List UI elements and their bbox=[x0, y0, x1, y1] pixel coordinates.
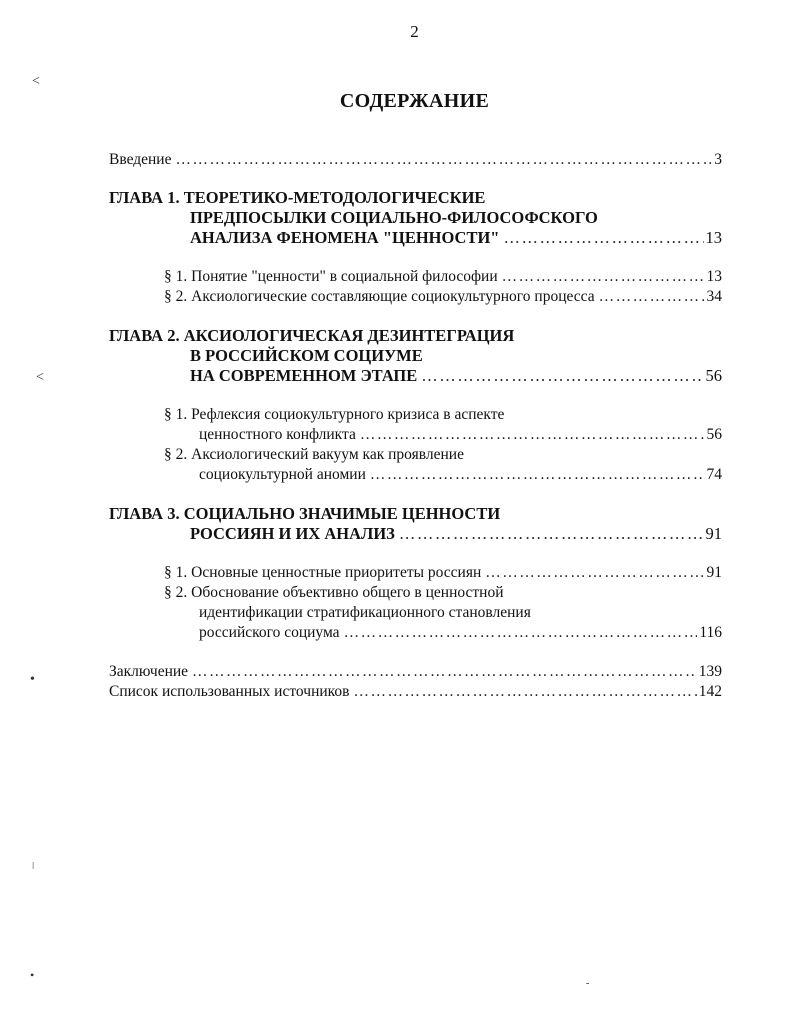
chapter-heading-last-line bbox=[109, 228, 722, 248]
dot-leader bbox=[370, 465, 705, 485]
toc-entry-page: 56 bbox=[706, 426, 722, 443]
chapter-heading-last-line bbox=[109, 524, 722, 544]
toc-section-entry bbox=[164, 563, 722, 583]
dot-leader bbox=[485, 563, 704, 583]
toc-entry-page: 116 bbox=[699, 624, 722, 641]
scan-speck: • bbox=[30, 672, 35, 687]
toc-section-entry bbox=[164, 287, 722, 307]
section-line: § 2. Аксиологические составляющие социокультурного процесса bbox=[164, 288, 595, 305]
toc-chapter-2-sections bbox=[109, 405, 722, 485]
scan-speck: ǀ bbox=[32, 860, 35, 872]
toc-entry-label: Список использованных источников bbox=[109, 683, 350, 700]
page-title: СОДЕРЖАНИЕ bbox=[339, 90, 490, 112]
toc-entry-page: 91 bbox=[706, 564, 722, 581]
dot-leader bbox=[175, 150, 712, 170]
dot-leader bbox=[502, 267, 705, 287]
toc-entry-page: 74 bbox=[706, 466, 722, 483]
chapter-heading-line: ГЛАВА 1. ТЕОРЕТИКО-МЕТОДОЛОГИЧЕСКИЕ bbox=[109, 188, 486, 207]
toc-section-entry bbox=[164, 465, 722, 485]
section-line: § 2. Аксиологический вакуум как проявление bbox=[164, 446, 464, 463]
toc-entry-label: Введение bbox=[109, 151, 172, 168]
section-line: § 1. Рефлексия социокультурного кризиса в аспекте bbox=[164, 406, 505, 423]
toc-entry-page: 142 bbox=[698, 683, 722, 700]
toc-chapter-3 bbox=[109, 504, 722, 544]
section-line: российского социума bbox=[199, 624, 340, 641]
toc-entry-page: 13 bbox=[705, 228, 722, 247]
chapter-heading-last-line bbox=[109, 366, 722, 386]
toc-chapter-1 bbox=[109, 188, 722, 248]
toc-entry-conclusion bbox=[109, 662, 722, 682]
chapter-heading-line: АНАЛИЗА ФЕНОМЕНА "ЦЕННОСТИ" bbox=[190, 228, 500, 247]
section-line: ценностного конфликта bbox=[199, 426, 356, 443]
toc-entry-page: 139 bbox=[698, 663, 722, 680]
table-of-contents bbox=[109, 150, 722, 702]
toc-entry-sources bbox=[109, 682, 722, 702]
chapter-heading-line: НА СОВРЕМЕННОМ ЭТАПЕ bbox=[190, 366, 418, 385]
toc-entry-page: 34 bbox=[706, 288, 722, 305]
toc-entry-page: 3 bbox=[714, 151, 722, 168]
section-line: § 1. Понятие "ценности" в социальной философии bbox=[164, 268, 498, 285]
dot-leader bbox=[421, 366, 703, 386]
dot-leader bbox=[503, 228, 703, 248]
dot-leader bbox=[353, 682, 696, 702]
scan-speck: - bbox=[586, 978, 590, 989]
dot-leader bbox=[360, 425, 705, 445]
page-number: 2 bbox=[410, 22, 419, 41]
dot-leader bbox=[599, 287, 705, 307]
toc-entry-label: Заключение bbox=[109, 663, 189, 680]
scan-speck: ˂ bbox=[32, 74, 40, 89]
toc-section-entry bbox=[164, 267, 722, 287]
toc-section-entry bbox=[164, 623, 722, 643]
section-line: § 1. Основные ценностные приоритеты россиян bbox=[164, 564, 482, 581]
section-line: идентификации стратификационного становления bbox=[199, 604, 531, 621]
chapter-heading-line: РОССИЯН И ИХ АНАЛИЗ bbox=[190, 524, 395, 543]
chapter-heading-line: ПРЕДПОСЫЛКИ СОЦИАЛЬНО-ФИЛОСОФСКОГО bbox=[190, 208, 598, 227]
toc-section-entry bbox=[164, 425, 722, 445]
toc-chapter-3-sections bbox=[109, 563, 722, 643]
toc-entry-intro bbox=[109, 150, 722, 170]
chapter-heading-line: ГЛАВА 3. СОЦИАЛЬНО ЗНАЧИМЫЕ ЦЕННОСТИ bbox=[109, 504, 501, 523]
toc-entry-page: 13 bbox=[706, 268, 722, 285]
section-line: социокультурной аномии bbox=[199, 466, 366, 483]
toc-entry-page: 91 bbox=[705, 524, 722, 543]
toc-chapter-2 bbox=[109, 326, 722, 386]
toc-entry-page: 56 bbox=[705, 366, 722, 385]
chapter-heading-line: ГЛАВА 2. АКСИОЛОГИЧЕСКАЯ ДЕЗИНТЕГРАЦИЯ bbox=[109, 326, 515, 345]
dot-leader bbox=[399, 524, 704, 544]
chapter-heading-line: В РОССИЙСКОМ СОЦИУМЕ bbox=[190, 346, 423, 365]
dot-leader bbox=[344, 623, 698, 643]
section-line: § 2. Обоснование объективно общего в ценностной bbox=[164, 584, 504, 601]
dot-leader bbox=[192, 662, 697, 682]
scan-speck: • bbox=[30, 968, 35, 982]
toc-chapter-1-sections bbox=[109, 267, 722, 307]
scan-speck: ˂ bbox=[36, 370, 44, 385]
